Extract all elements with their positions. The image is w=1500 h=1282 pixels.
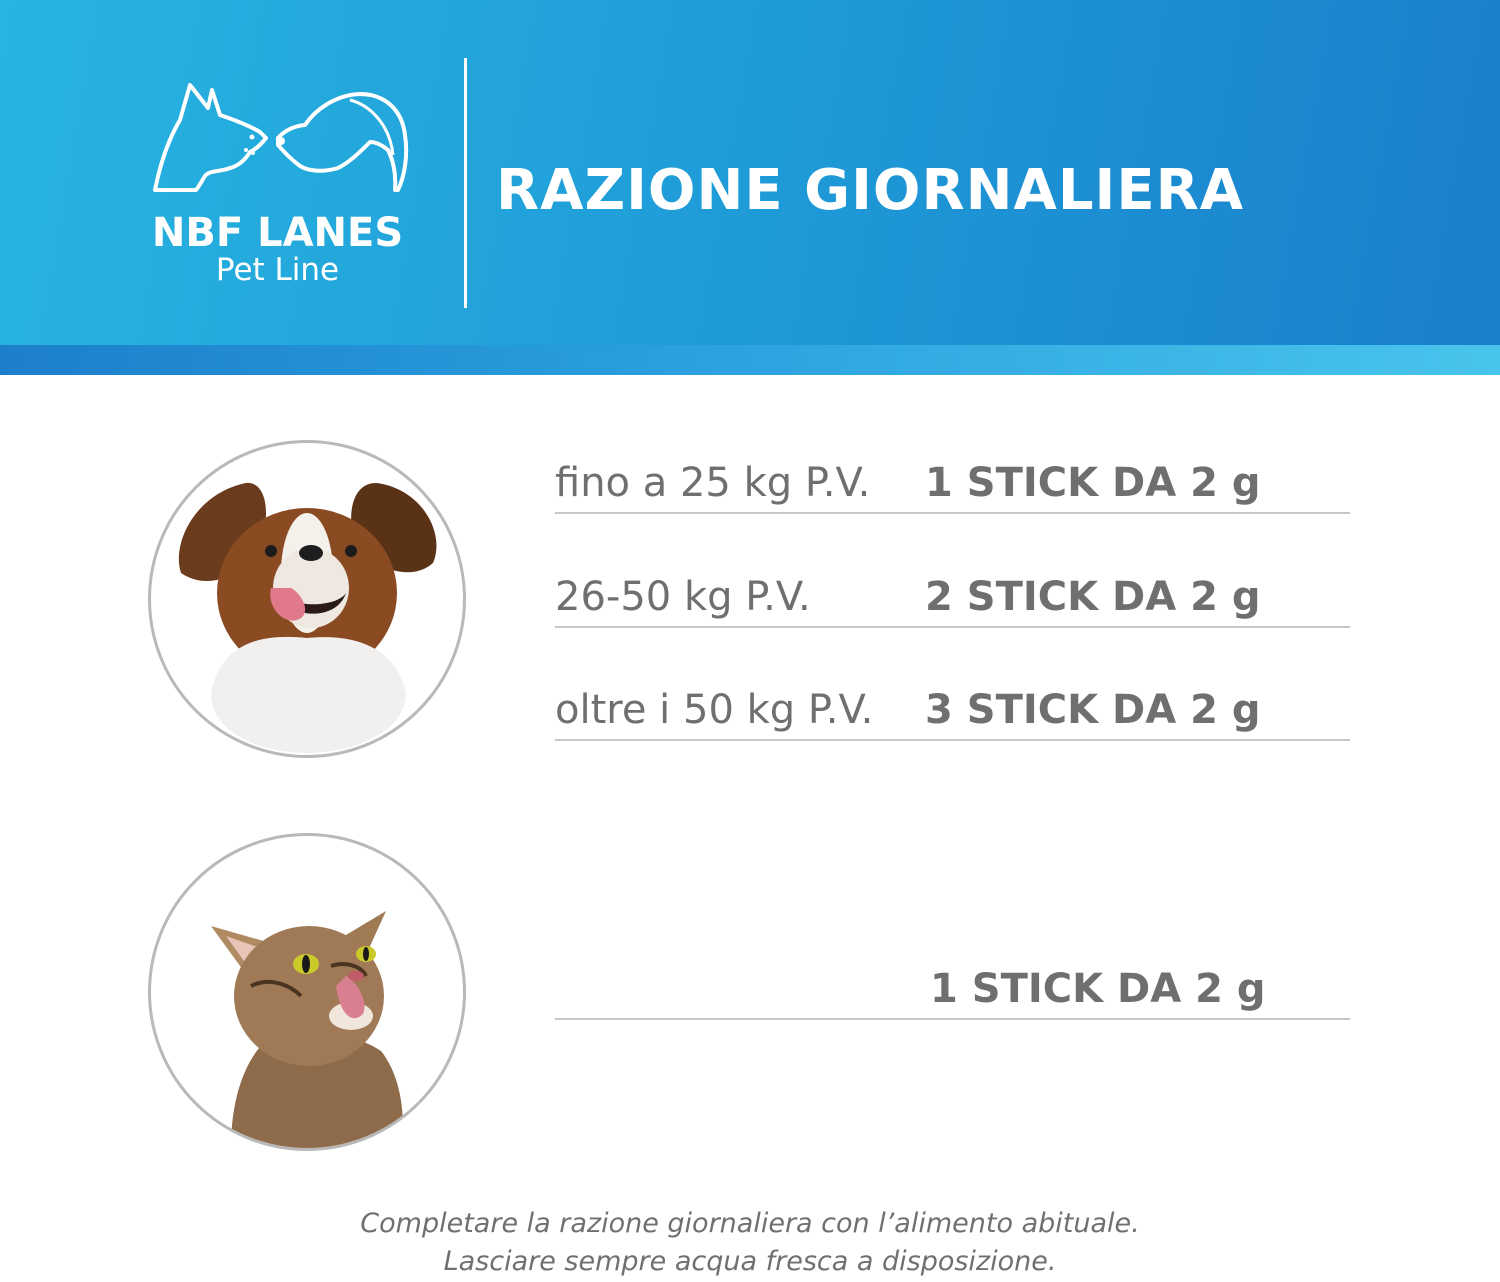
dose-value: 2 STICK DA 2 g (925, 574, 1261, 620)
footer-line-1: Completare la razione giornaliera con l’alimento abituale. (360, 1208, 1140, 1239)
header-accent-strip (0, 345, 1500, 375)
weight-label: 26-50 kg P.V. (555, 574, 811, 620)
weight-label: oltre i 50 kg P.V. (555, 687, 874, 733)
dose-value: 3 STICK DA 2 g (925, 687, 1261, 733)
header-divider (464, 58, 467, 308)
dog-dose-row-3 (555, 679, 1350, 741)
dog-dose-row-1 (555, 452, 1350, 514)
brand-name: NBF LANES (151, 210, 404, 256)
weight-label: fino a 25 kg P.V. (555, 460, 871, 506)
footer-line-2: Lasciare sempre acqua fresca a disposizione. (443, 1246, 1057, 1277)
footer-note (0, 1205, 1500, 1281)
cat-dose-row-1 (555, 958, 1350, 1020)
cat-photo (148, 833, 466, 1151)
dose-value: 1 STICK DA 2 g (930, 966, 1266, 1012)
dose-value: 1 STICK DA 2 g (925, 460, 1261, 506)
brand-logo (140, 80, 420, 300)
cat-dog-logo-icon (150, 80, 410, 200)
dog-photo (148, 440, 466, 758)
brand-subtitle: Pet Line (215, 252, 340, 288)
page-title: RAZIONE GIORNALIERA (496, 158, 1245, 223)
dog-dose-row-2 (555, 566, 1350, 628)
